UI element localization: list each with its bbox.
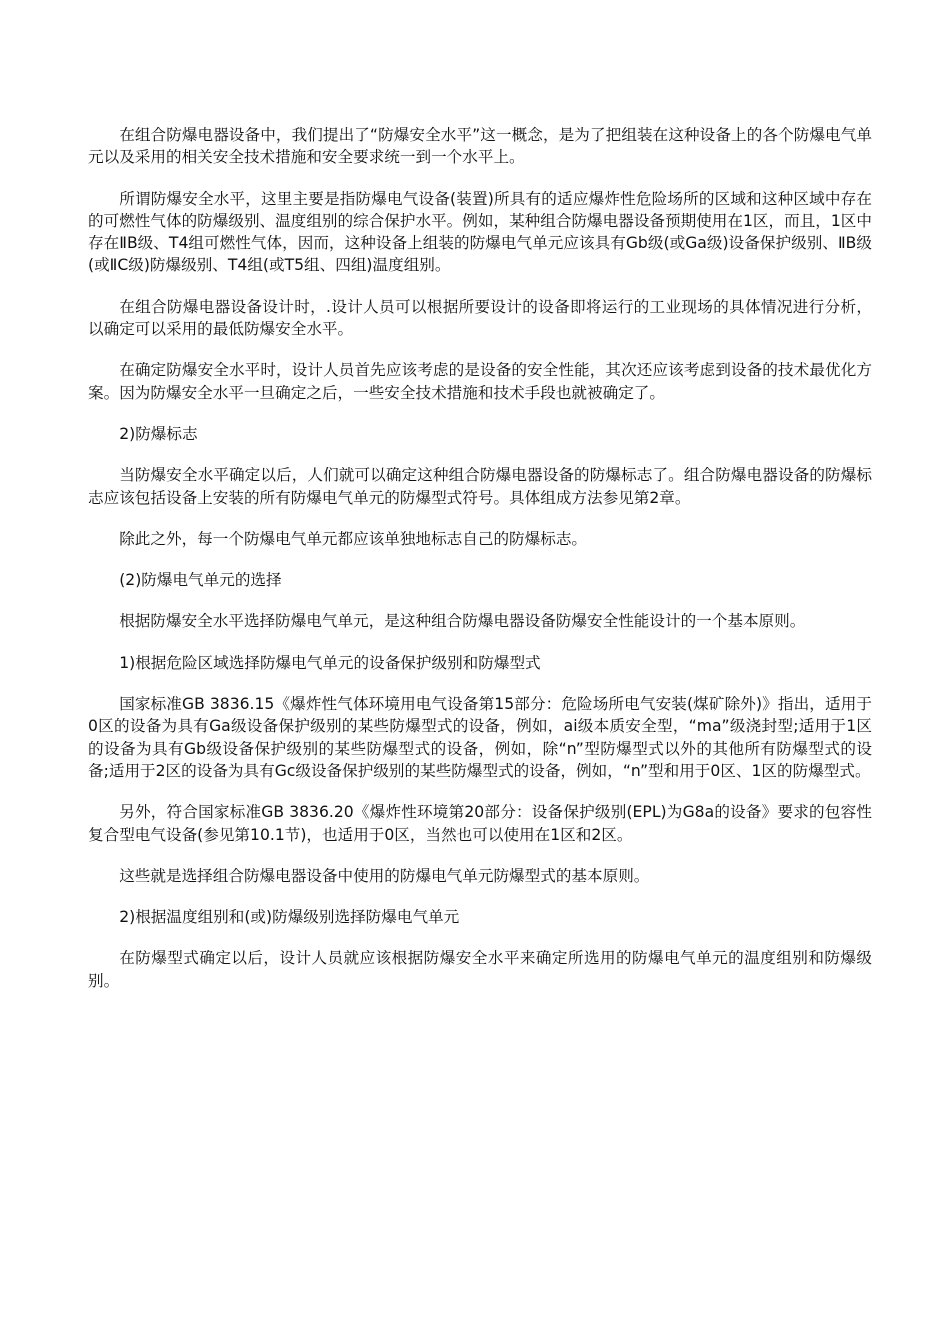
paragraph-marking-content: 当防爆安全水平确定以后，人们就可以确定这种组合防爆电器设备的防爆标志了。组合防爆电器设备的防爆标志应该包括设备上安装的所有防爆电气单元的防爆型式符号。具体组成方法参见第2章。 xyxy=(88,466,872,507)
heading-explosion-marking: 2)防爆标志 xyxy=(119,424,198,443)
paragraph-selection-principle: 根据防爆安全水平选择防爆电气单元，是这种组合防爆电器设备防爆安全性能设计的一个基本原则。 xyxy=(119,612,806,631)
paragraph-unit-marking: 除此之外，每一个防爆电气单元都应该单独地标志自己的防爆标志。 xyxy=(119,529,588,548)
paragraph-basic-principle: 这些就是选择组合防爆电器设备中使用的防爆电气单元防爆型式的基本原则。 xyxy=(119,866,650,885)
heading-unit-selection: (2)防爆电气单元的选择 xyxy=(119,571,282,590)
heading-select-by-temperature: 2)根据温度组别和(或)防爆级别选择防爆电气单元 xyxy=(119,908,460,927)
paragraph-safety-priority: 在确定防爆安全水平时，设计人员首先应该考虑的是设备的安全性能，其次还应该考虑到设备的技术最优化方案。因为防爆安全水平一旦确定之后，一些安全技术措施和技术手段也就被确定了。 xyxy=(88,361,872,402)
paragraph-explosion-safety-concept: 在组合防爆电器设备中，我们提出了“防爆安全水平”这一概念，是为了把组装在这种设备上的各个防爆电气单元以及采用的相关安全技术措施和安全要求统一到一个水平上。 xyxy=(88,126,872,167)
paragraph-temperature-level: 在防爆型式确定以后，设计人员就应该根据防爆安全水平来确定所选用的防爆电气单元的温度组别和防爆级别。 xyxy=(88,949,872,990)
paragraph-design-analysis: 在组合防爆电器设备设计时，.设计人员可以根据所要设计的设备即将运行的工业现场的具体情况进行分析，以确定可以采用的最低防爆安全水平。 xyxy=(88,297,872,339)
heading-select-by-zone: 1)根据危险区域选择防爆电气单元的设备保护级别和防爆型式 xyxy=(119,653,541,672)
paragraph-gb3836-15: 国家标准GB 3836.15《爆炸性气体环境用电气设备第15部分：危险场所电气安装(煤矿除外)》指出，适用于0区的设备为具有Ga级设备保护级别的某些防爆型式的设备，例如，ai级本质安全型，“ma”级浇封型;适用于1区的设备为具有Gb级设备保护级别的某些防爆型式的设备，例如，除“n”型防爆型式以外的其他所有防爆型式的设备;适用于2区的设备为具有Gc级设备保护级别的某些防爆型式的设备，例如，“n”型和用于0区、1区的防爆型式。 xyxy=(88,695,872,780)
paragraph-gb3836-20: 另外，符合国家标准GB 3836.20《爆炸性环境第20部分：设备保护级别(EPL)为G8a的设备》要求的包容性复合型电气设备(参见第10.1节)，也适用于0区，当然也可以使用在1区和2区。 xyxy=(88,803,872,844)
document-page xyxy=(88,124,872,1011)
paragraph-explosion-safety-definition: 所谓防爆安全水平，这里主要是指防爆电气设备(装置)所具有的适应爆炸性危险场所的区域和这种区域中存在的可燃性气体的防爆级别、温度组别的综合保护水平。例如，某种组合防爆电器设备预期使用在1区，而且，1区中存在ⅡB级、T4组可燃性气体，因而，这种设备上组装的防爆电气单元应该具有Gb级(或Ga级)设备保护级别、ⅡB级(或ⅡC级)防爆级别、T4组(或T5组、四组)温度组别。 xyxy=(88,189,872,275)
